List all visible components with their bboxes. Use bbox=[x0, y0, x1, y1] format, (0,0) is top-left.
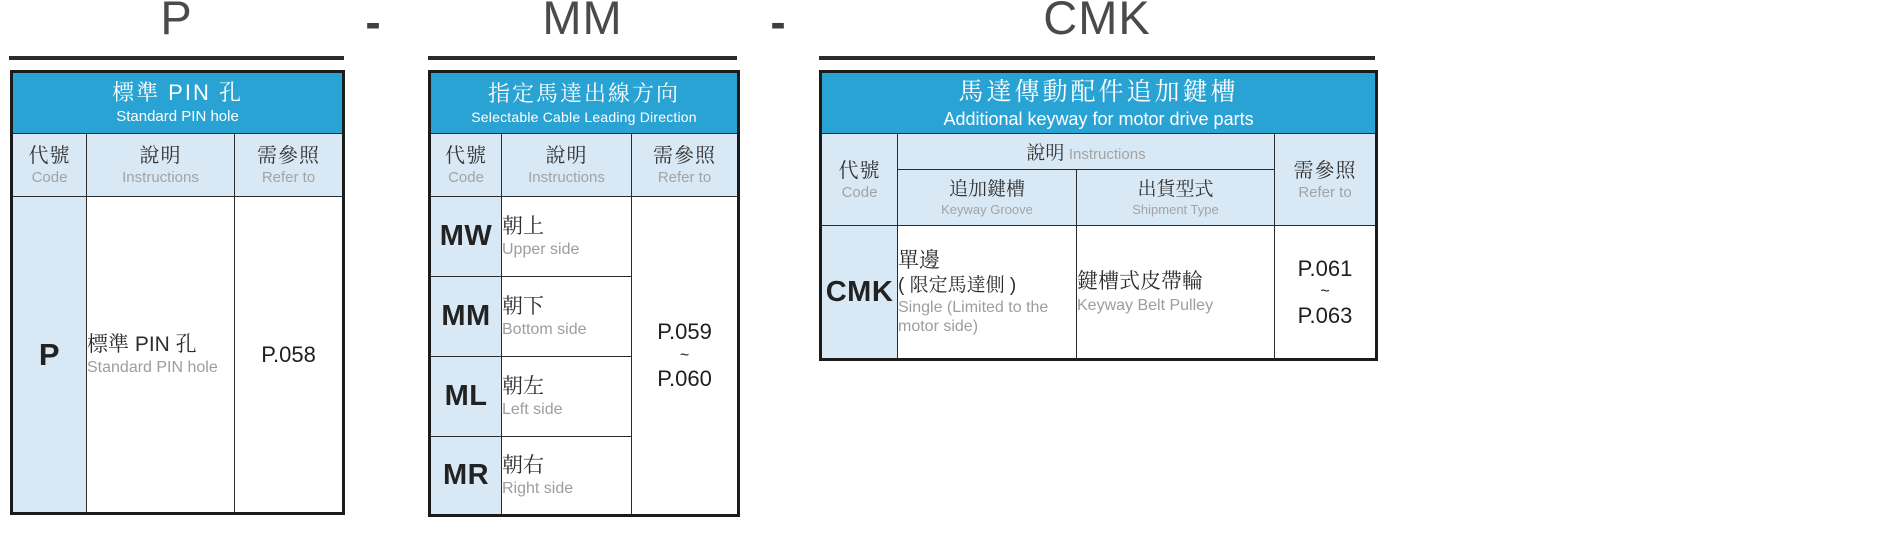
column-header-code-en: Code bbox=[31, 169, 68, 186]
table-standard-pin-hole bbox=[10, 70, 345, 515]
heading-underline-p bbox=[9, 56, 344, 60]
refer-page-tilde: ~ bbox=[1320, 283, 1330, 301]
table-title-zh: 指定馬達出線方向 bbox=[488, 80, 681, 106]
column-header-instructions-en: Instructions bbox=[122, 169, 199, 186]
column-header-code-en: Code bbox=[448, 169, 484, 186]
table-title-en: Standard PIN hole bbox=[116, 107, 239, 125]
description-zh: 朝右 bbox=[502, 453, 544, 477]
column-header-instructions-zh: 說明 bbox=[1026, 143, 1065, 164]
column-header-code bbox=[821, 134, 898, 226]
column-header-code-en: Code bbox=[841, 183, 878, 201]
description-cell bbox=[502, 277, 632, 357]
description-cell bbox=[87, 197, 235, 514]
refer-page-to: P.063 bbox=[1297, 302, 1353, 328]
column-header-shipment-zh: 出貨型式 bbox=[1137, 178, 1214, 200]
column-header-shipment-type bbox=[1077, 170, 1275, 226]
column-header-instructions bbox=[502, 134, 632, 197]
table-title-zh: 馬達傳動配件追加鍵槽 bbox=[958, 77, 1239, 106]
column-header-refer-zh: 需參照 bbox=[1293, 159, 1357, 182]
code-value: MM bbox=[430, 277, 502, 357]
description-en: Upper side bbox=[502, 241, 580, 259]
column-header-refer-zh: 需參照 bbox=[653, 145, 717, 167]
column-header-refer bbox=[235, 134, 344, 197]
code-heading-p: P bbox=[160, 0, 193, 44]
shipment-zh: 鍵槽式皮帶輪 bbox=[1077, 270, 1203, 294]
table-title-en: Additional keyway for motor drive parts bbox=[943, 109, 1254, 129]
table-title-en: Selectable Cable Leading Direction bbox=[471, 108, 697, 125]
column-header-keyway-groove bbox=[898, 170, 1077, 226]
keyway-en: Single (Limited to the motor side) bbox=[898, 298, 1049, 335]
keyway-zh: 單邊 bbox=[898, 248, 940, 272]
column-header-refer-en: Refer to bbox=[657, 169, 712, 186]
column-header-refer bbox=[632, 134, 739, 197]
column-header-instructions-zh: 說明 bbox=[545, 145, 588, 167]
heading-underline-cmk bbox=[819, 56, 1375, 60]
shipment-en: Keyway Belt Pulley bbox=[1077, 296, 1214, 314]
code-value: P bbox=[12, 197, 87, 514]
column-header-code-zh: 代號 bbox=[28, 145, 71, 167]
refer-page-from: P.061 bbox=[1297, 255, 1353, 281]
keyway-groove-cell bbox=[898, 226, 1077, 360]
column-header-instructions-en: Instructions bbox=[528, 169, 605, 186]
description-cell bbox=[502, 197, 632, 277]
code-separator-dash-1: - bbox=[365, 0, 381, 48]
code-separator-dash-2: - bbox=[770, 0, 786, 48]
code-heading-mm: MM bbox=[542, 0, 623, 44]
column-header-keyway-en: Keyway Groove bbox=[941, 201, 1033, 217]
table-row bbox=[821, 226, 1377, 360]
table-additional-keyway bbox=[819, 70, 1378, 361]
column-header-instructions-zh: 說明 bbox=[139, 145, 182, 167]
column-header-refer-en: Refer to bbox=[1298, 183, 1352, 201]
refer-page: P.058 bbox=[235, 197, 344, 514]
description-en: Right side bbox=[502, 480, 574, 498]
column-header-shipment-en: Shipment Type bbox=[1132, 201, 1219, 217]
column-header-instructions bbox=[898, 134, 1275, 170]
column-header-code bbox=[12, 134, 87, 197]
code-value: MW bbox=[430, 197, 502, 277]
keyway-zh-note: ( 限定馬達側 ) bbox=[898, 275, 1017, 297]
column-header-refer-zh: 需參照 bbox=[257, 145, 321, 167]
heading-underline-mm bbox=[428, 56, 737, 60]
shipment-type-cell bbox=[1077, 226, 1275, 360]
table-title bbox=[12, 72, 344, 134]
code-value: MR bbox=[430, 437, 502, 516]
table-row bbox=[430, 197, 739, 277]
description-zh: 標準 PIN 孔 bbox=[87, 332, 197, 356]
description-zh: 朝上 bbox=[502, 214, 544, 238]
table-title bbox=[430, 72, 739, 134]
refer-page-from: P.059 bbox=[657, 319, 712, 345]
code-value: ML bbox=[430, 357, 502, 437]
description-zh: 朝左 bbox=[502, 374, 544, 398]
description-cell bbox=[502, 357, 632, 437]
column-header-keyway-zh: 追加鍵槽 bbox=[948, 178, 1025, 200]
column-header-instructions-en: Instructions bbox=[1068, 146, 1146, 163]
code-value: CMK bbox=[821, 226, 898, 360]
refer-page-range bbox=[1275, 226, 1377, 360]
refer-page-tilde: ~ bbox=[679, 346, 690, 364]
table-title bbox=[821, 72, 1377, 134]
column-header-code-zh: 代號 bbox=[445, 145, 487, 167]
column-header-code bbox=[430, 134, 502, 197]
description-en: Left side bbox=[502, 401, 563, 419]
description-zh: 朝下 bbox=[502, 294, 544, 318]
column-header-instructions bbox=[87, 134, 235, 197]
table-cable-leading-direction bbox=[428, 70, 740, 517]
description-en: Standard PIN hole bbox=[87, 359, 218, 377]
refer-page-to: P.060 bbox=[657, 366, 712, 392]
description-en: Bottom side bbox=[502, 321, 587, 339]
code-heading-cmk: CMK bbox=[1043, 0, 1151, 44]
column-header-refer bbox=[1275, 134, 1377, 226]
description-cell bbox=[502, 437, 632, 516]
refer-page-range bbox=[632, 197, 739, 516]
table-row bbox=[12, 197, 344, 514]
column-header-refer-en: Refer to bbox=[261, 169, 316, 186]
column-header-code-zh: 代號 bbox=[838, 159, 881, 182]
table-title-zh: 標準 PIN 孔 bbox=[112, 80, 243, 106]
